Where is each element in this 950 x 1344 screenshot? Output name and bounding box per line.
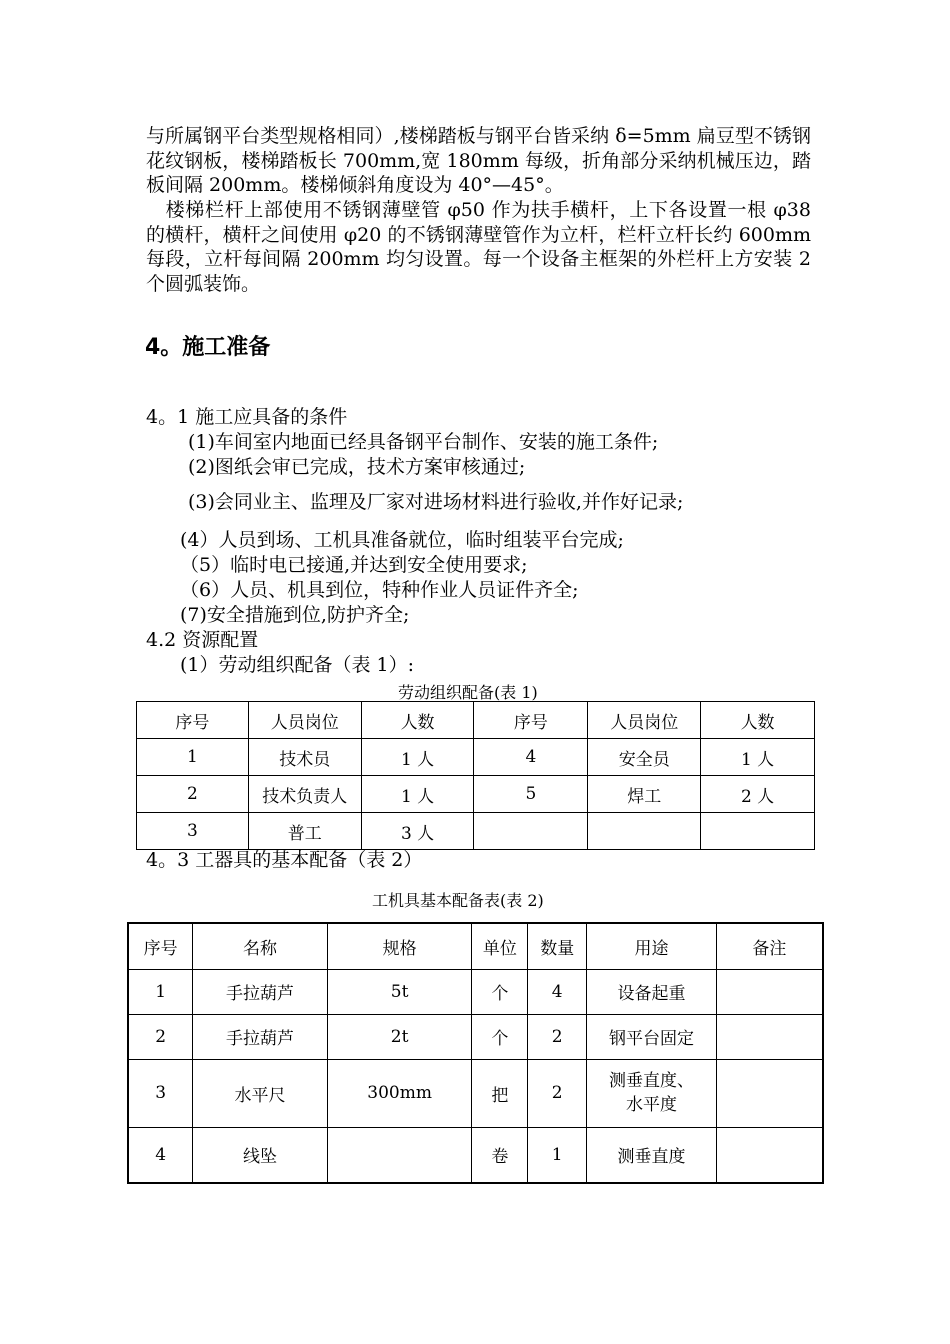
s41-item-5: （5）临时电已接通,并达到安全使用要求; [180,554,528,576]
labor-table [136,701,815,850]
table-cell: 3 人 [361,813,474,850]
table-cell: 1 人 [701,739,815,776]
table-cell: 安全员 [588,739,701,776]
table-cell [716,969,823,1014]
table-cell: 手拉葫芦 [193,1014,328,1059]
table-cell: 技术负责人 [248,776,361,813]
table-cell: 2t [327,1014,472,1059]
header-cell: 名称 [193,923,328,969]
table-cell: 普工 [248,813,361,850]
table-cell [716,1127,823,1183]
table-cell: 焊工 [588,776,701,813]
header-cell: 序号 [474,702,588,739]
table-cell: 技术员 [248,739,361,776]
table-row [128,1059,823,1127]
s41-item-2: (2)图纸会审已完成，技术方案审核通过; [188,456,526,478]
table-cell: 3 [137,813,249,850]
table-cell: 1 人 [361,739,474,776]
table-cell: 2 [128,1014,193,1059]
table-cell: 5t [327,969,472,1014]
table-cell [474,813,588,850]
header-cell: 用途 [587,923,717,969]
s41-item-7: (7)安全措施到位,防护齐全; [180,604,410,626]
table-row [128,1127,823,1183]
table-cell [716,1014,823,1059]
table-cell: 5 [474,776,588,813]
header-cell: 单位 [472,923,528,969]
table-cell: 4 [128,1127,193,1183]
header-cell: 人员岗位 [588,702,701,739]
table-cell: 测垂直度、水平度 [587,1059,717,1127]
s41-title: 4。1 施工应具备的条件 [146,406,348,428]
table2-caption: 工机具基本配备表(表 2) [372,891,544,910]
table-cell: 1 人 [361,776,474,813]
s42-item-1: (1）劳动组织配备（表 1）: [180,654,415,676]
header-cell: 人数 [701,702,815,739]
table-cell: 个 [472,969,528,1014]
table-cell: 1 [128,969,193,1014]
table-row [128,969,823,1014]
s41-item-4: (4）人员到场、工机具准备就位，临时组装平台完成; [180,529,624,551]
header-cell: 人数 [361,702,474,739]
table-cell: 1 [137,739,249,776]
table-cell: 卷 [472,1127,528,1183]
table-cell: 个 [472,1014,528,1059]
table-cell [716,1059,823,1127]
table-cell: 把 [472,1059,528,1127]
s42-title: 4.2 资源配置 [146,629,259,651]
tools-table [127,922,824,1184]
table-cell [701,813,815,850]
table-cell: 4 [528,969,587,1014]
s41-item-6: （6）人员、机具到位，特种作业人员证件齐全; [180,579,579,601]
table-cell: 2 [528,1014,587,1059]
table-cell: 3 [128,1059,193,1127]
table-header-row [128,923,823,969]
table-cell: 2 [528,1059,587,1127]
table-cell: 300mm [327,1059,472,1127]
section-heading: 4。施工准备 [145,335,271,360]
table-cell: 设备起重 [587,969,717,1014]
header-cell: 备注 [716,923,823,969]
table-cell: 2 [137,776,249,813]
table-row [128,1014,823,1059]
header-cell: 规格 [327,923,472,969]
table-cell: 1 [528,1127,587,1183]
table-cell: 水平尺 [193,1059,328,1127]
table-cell: 测垂直度 [587,1127,717,1183]
table-row [137,813,815,850]
paragraph-stair-railing-text: 楼梯栏杆上部使用不锈钢薄壁管 φ50 作为扶手横杆，上下各设置一根 φ38 的横杆，横杆之间使用 φ20 的不锈钢薄壁管作为立杆，栏杆立杆长约 600mm 每段，立杆每间隔 200mm 均匀设置。每一个设备主框架的外栏杆上方安装 2 个圆弧装饰。 [146,199,811,295]
paragraph-stair-railing [146,198,811,296]
s43-title: 4。3 工器具的基本配备（表 2） [146,849,423,871]
table-row [137,776,815,813]
header-cell: 数量 [528,923,587,969]
table-header-row [137,702,815,739]
table-cell [327,1127,472,1183]
header-cell: 人员岗位 [248,702,361,739]
s41-item-3: (3)会同业主、监理及厂家对进场材料进行验收,并作好记录; [188,491,684,513]
table-cell: 4 [474,739,588,776]
table1-caption: 劳动组织配备(表 1) [398,683,538,702]
table-cell: 钢平台固定 [587,1014,717,1059]
header-cell: 序号 [128,923,193,969]
s41-item-1: (1)车间室内地面已经具备钢平台制作、安装的施工条件; [188,431,659,453]
table-cell [588,813,701,850]
table-cell: 线坠 [193,1127,328,1183]
paragraph-stair-tread: 与所属钢平台类型规格相同）,楼梯踏板与钢平台皆采纳 δ=5mm 扁豆型不锈钢花纹钢板，楼梯踏板长 700mm,宽 180mm 每级，折角部分采纳机械压边，踏板间隔 200mm。楼梯倾斜角度设为 40°—45°。 [146,125,811,196]
table-cell: 手拉葫芦 [193,969,328,1014]
header-cell: 序号 [137,702,249,739]
table-cell: 2 人 [701,776,815,813]
table-row [137,739,815,776]
